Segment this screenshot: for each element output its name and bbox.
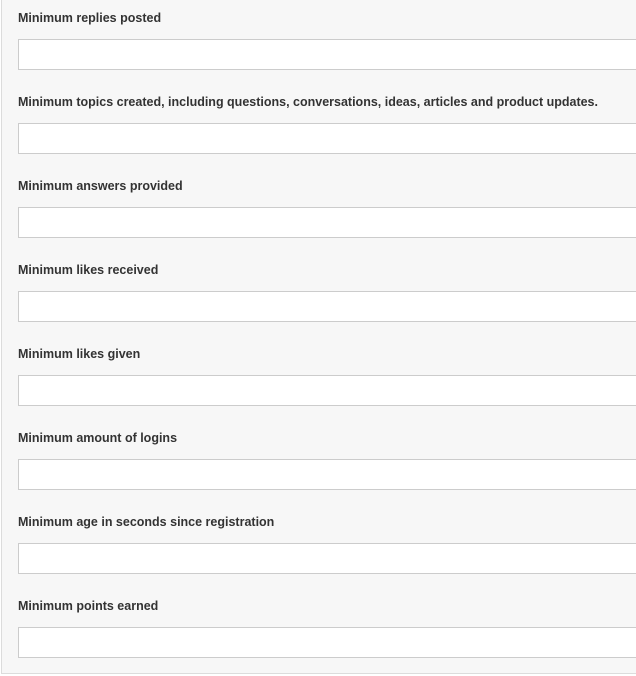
min-likes-given-label: Minimum likes given [18,347,141,361]
min-logins-label: Minimum amount of logins [18,431,178,445]
min-logins-field [18,431,636,490]
min-logins-input[interactable] [18,459,636,490]
min-points-input[interactable] [18,627,636,658]
min-topics-label: Minimum topics created, including questions, conversations, ideas, articles and product updates. [18,95,598,109]
min-replies-field [18,11,636,70]
min-points-field [18,599,636,658]
requirements-form-panel [1,0,636,674]
min-age-seconds-input[interactable] [18,543,636,574]
min-topics-field [18,95,636,154]
min-points-label: Minimum points earned [18,599,159,613]
min-replies-input[interactable] [18,39,636,70]
min-age-seconds-label: Minimum age in seconds since registration [18,515,275,529]
min-replies-label: Minimum replies posted [18,11,162,25]
min-likes-received-field [18,263,636,322]
min-age-seconds-field [18,515,636,574]
min-likes-given-input[interactable] [18,375,636,406]
min-likes-received-input[interactable] [18,291,636,322]
min-answers-input[interactable] [18,207,636,238]
min-likes-given-field [18,347,636,406]
min-answers-field [18,179,636,238]
min-topics-input[interactable] [18,123,636,154]
min-answers-label: Minimum answers provided [18,179,183,193]
min-likes-received-label: Minimum likes received [18,263,159,277]
